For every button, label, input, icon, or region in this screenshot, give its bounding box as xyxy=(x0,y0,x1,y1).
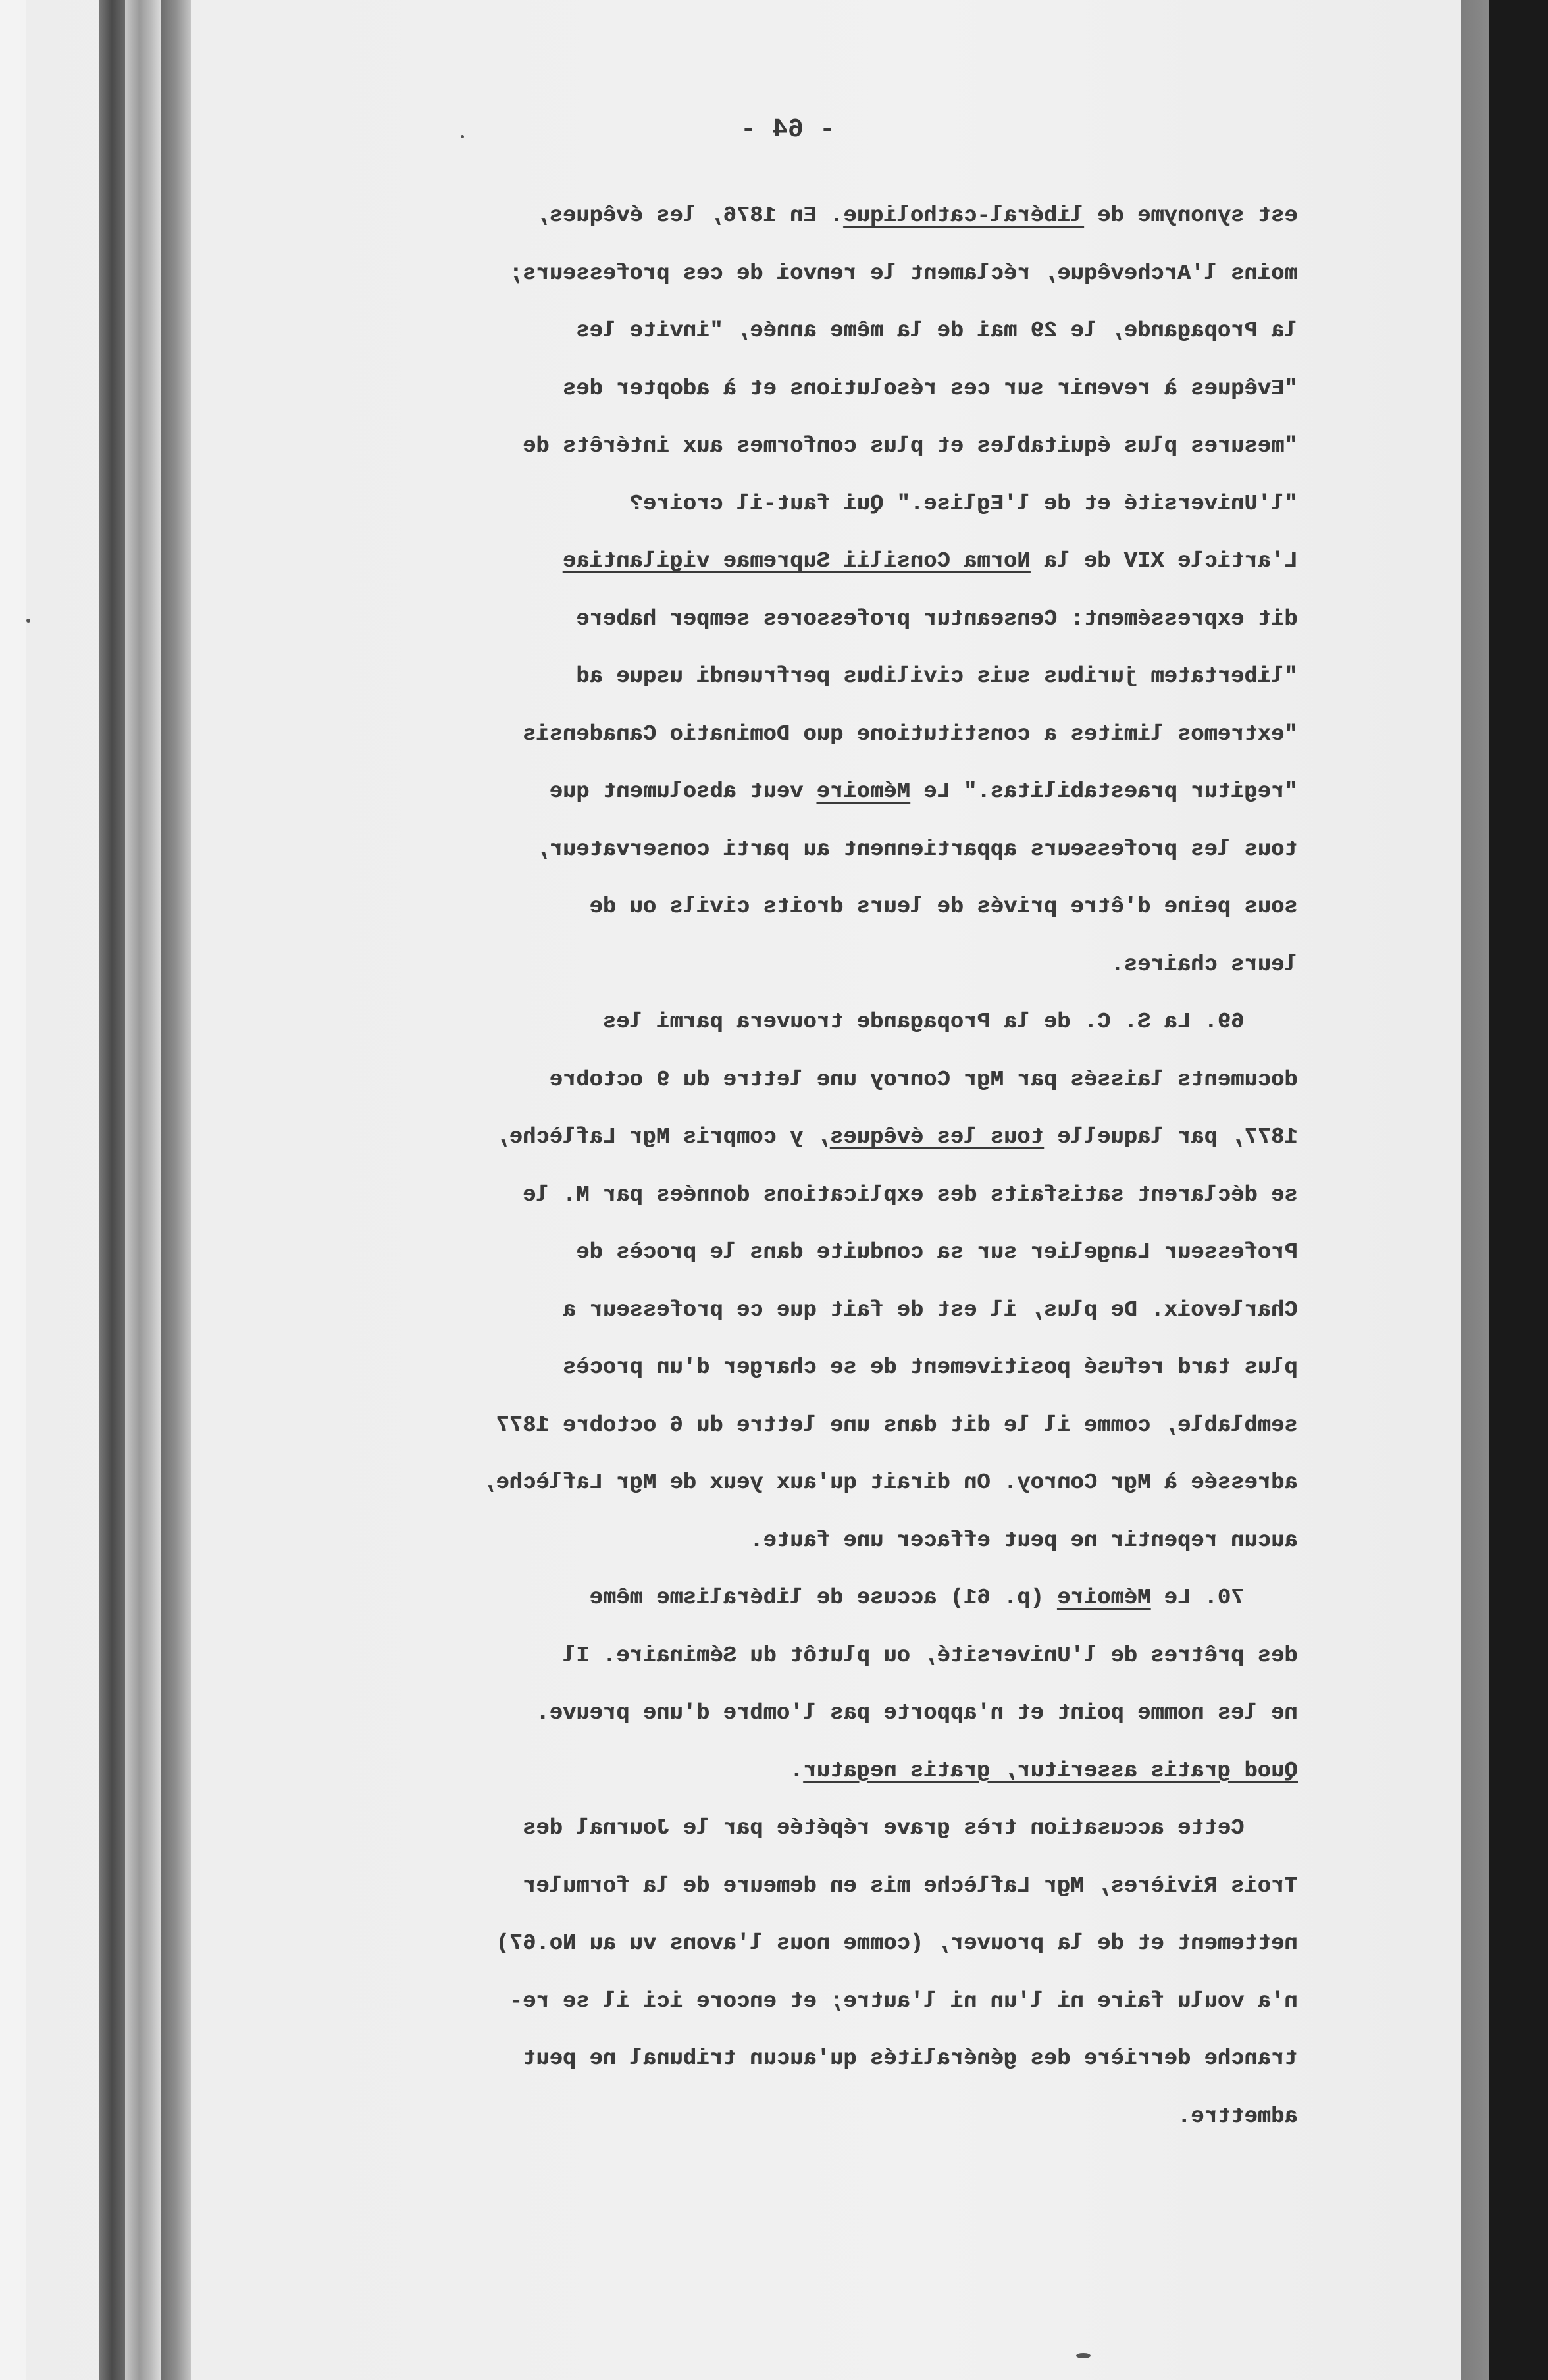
text-line: n'a voulu faire ni l'un ni l'autre; et encore ici il se re- xyxy=(509,1988,1298,2014)
text-line: Quod gratis asseritur, gratis negatur. xyxy=(790,1758,1298,1784)
text-line: "regitur praestabilitas." Le Mémoire veut absolument que xyxy=(550,779,1298,804)
underlined-phrase: Mémoire xyxy=(817,779,911,804)
text-line: ne les nomme point et n'apporte pas l'ombre d'une preuve. xyxy=(536,1701,1298,1726)
text-line: aucun repentir ne peut effacer une faute. xyxy=(750,1528,1298,1553)
text-line: nettement et de la prouver, (comme nous l'avons vu au No.67) xyxy=(496,1931,1298,1956)
text-line: 1877, par laquelle tous les évêques, y compris Mgr Laflèche, xyxy=(496,1125,1298,1150)
text-line: "Evêques à revenir sur ces résolutions et à adopter des xyxy=(563,376,1298,401)
text-line: 70. Le Mémoire (p. 61) accuse de libéralisme même xyxy=(589,1586,1298,1611)
text-line: dit expressément: Censeantur professores semper habere xyxy=(576,606,1298,632)
text-line: la Propagande, le 29 mai de la même année, "invite les xyxy=(576,319,1298,344)
underlined-phrase: Mémoire xyxy=(1057,1586,1151,1611)
underlined-phrase: tous les évêques xyxy=(830,1125,1045,1150)
text-line: semblable, comme il le dit dans une lettre du 6 octobre 1877 xyxy=(496,1412,1298,1438)
text-line: L'article XIV de la Norma Consilii Supremae vigilantiae xyxy=(563,549,1298,574)
text-line: se déclarent satisfaits des explications données par M. le xyxy=(523,1182,1298,1208)
underlined-phrase: Quod gratis asseritur, gratis negatur xyxy=(803,1758,1298,1784)
text-line: Professeur Langelier sur sa conduite dans le procès de xyxy=(576,1240,1298,1265)
body-text xyxy=(232,188,1298,2146)
text-line: admettre. xyxy=(1177,2104,1298,2129)
underlined-phrase: Norma Consilii Supremae vigilantiae xyxy=(563,549,1031,574)
text-line: tranche derrière des généralités qu'aucun tribunal ne peut xyxy=(523,2046,1298,2071)
underlined-phrase: libéral-catholique xyxy=(843,203,1085,228)
text-line: plus tard refusé positivement de se charger d'un procès xyxy=(563,1355,1298,1380)
text-line: leurs chaires. xyxy=(1110,952,1298,977)
text-line: Trois Rivières, Mgr Laflèche mis en demeure de la formuler xyxy=(523,1873,1298,1899)
text-line: "libertatem juribus suis civilibus perfruendi usque ad xyxy=(576,664,1298,689)
text-line: Cette accusation très grave répétée par le Journal des xyxy=(523,1816,1298,1841)
text-line: 69. La S. C. de la Propagande trouvera parmi les xyxy=(603,1010,1298,1035)
text-line: est synonyme de libéral-catholique. En 1876, les évêques, xyxy=(536,203,1298,228)
text-line: des prêtres de l'Université, ou plutôt du Séminaire. Il xyxy=(563,1643,1298,1669)
text-line: "mesures plus équitables et plus conformes aux intérêts de xyxy=(523,434,1298,459)
text-line: adressée à Mgr Conroy. On dirait qu'aux yeux de Mgr Laflèche, xyxy=(482,1470,1298,1495)
text-line: documents laissés par Mgr Conroy une lettre du 9 octobre xyxy=(550,1067,1298,1093)
text-line: Charlevoix. De plus, il est de fait que ce professeur a xyxy=(563,1297,1298,1323)
text-line: moins l'Archevêque, réclament le renvoi de ces professeurs; xyxy=(509,261,1298,286)
text-line: tous les professeurs appartiennent au parti conservateur, xyxy=(536,837,1298,862)
page-number: - 64 - xyxy=(740,115,836,145)
text-line: sous peine d'être privés de leurs droits civils ou de xyxy=(589,894,1298,919)
text-line: "extremos limites a constitutione quo Dominatio Canadensis xyxy=(523,721,1298,747)
text-line: "l'Université et de l'Eglise." Qui faut-il croire? xyxy=(629,491,1298,517)
